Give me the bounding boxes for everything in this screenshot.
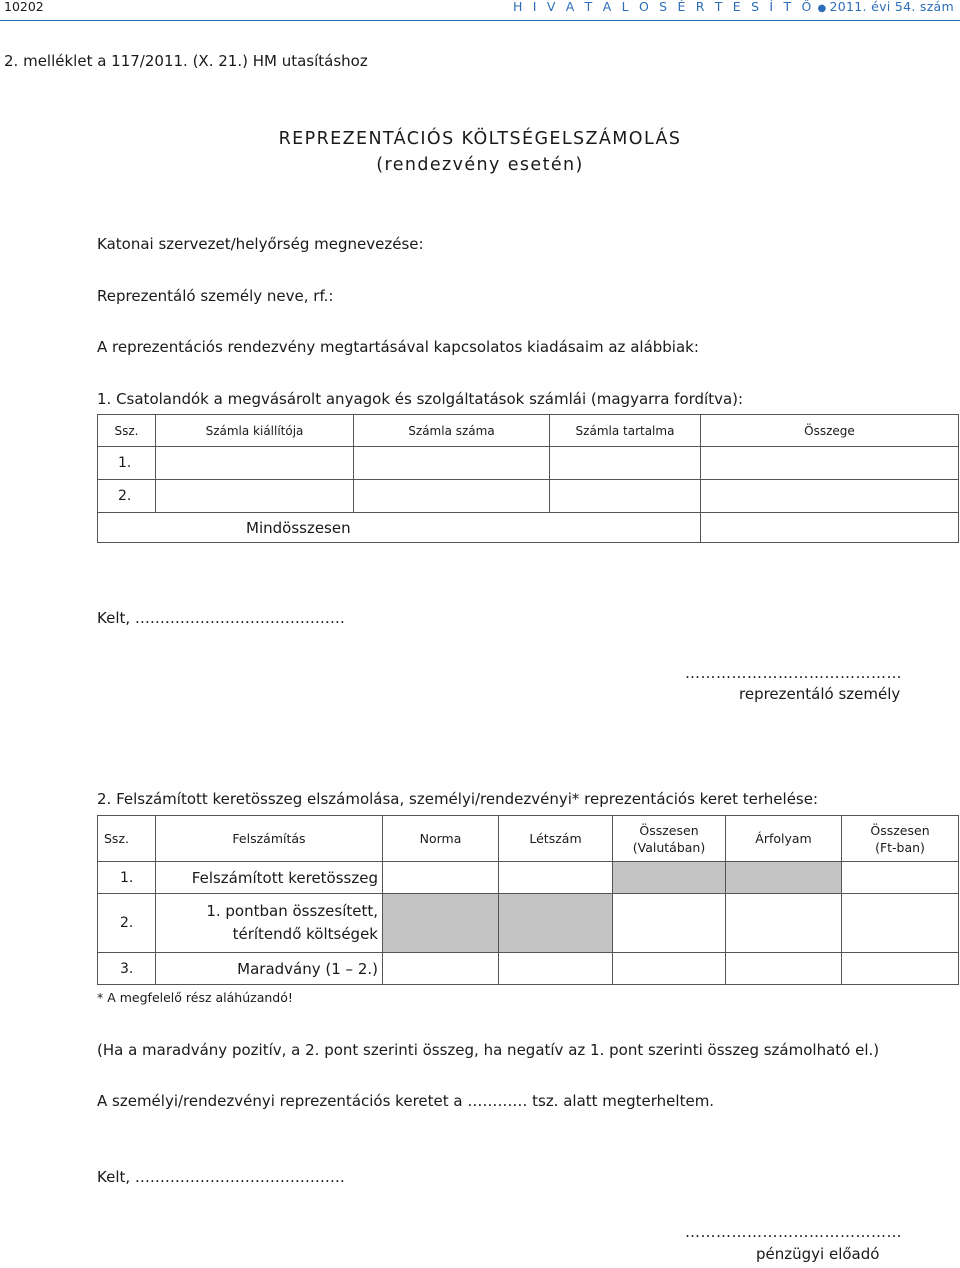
date-place-line: Kelt, …………………………………… — [97, 609, 345, 627]
headcount-cell[interactable] — [499, 953, 613, 985]
shaded-cell — [726, 862, 842, 894]
norm-cell[interactable] — [383, 862, 499, 894]
signature-label: pénzügyi előadó — [756, 1245, 880, 1263]
section1-heading: 1. Csatolandók a megvásárolt anyagok és szolgáltatások számlái (magyarra fordítva): — [97, 390, 744, 408]
charged-note: A személyi/rendezvényi reprezentációs keretet a ………… tsz. alatt megterheltem. — [97, 1092, 715, 1110]
table-row — [98, 862, 959, 894]
settlement-table — [97, 815, 959, 985]
document-subtitle: (rendezvény esetén) — [376, 155, 584, 175]
headcount-cell[interactable] — [499, 862, 613, 894]
publication-title: H I V A T A L O S É R T E S Í T Ő — [513, 0, 815, 14]
total-huf-cell[interactable] — [842, 862, 959, 894]
col-invoice-content: Számla tartalma — [550, 415, 701, 447]
col-total-huf-line2: (Ft-ban) — [875, 839, 925, 855]
col-charge: Felszámítás — [156, 816, 383, 862]
row-number: 2. — [98, 894, 156, 953]
remainder-note: (Ha a maradvány pozitív, a 2. pont szerinti összeg, ha negatív az 1. pont szerinti összeg számolható el.) — [97, 1041, 880, 1059]
col-headcount: Létszám — [499, 816, 613, 862]
col-norm: Norma — [383, 816, 499, 862]
row-number: 1. — [98, 862, 156, 894]
table-row — [98, 480, 959, 513]
col-amount: Összege — [701, 415, 959, 447]
total-currency-cell[interactable] — [613, 953, 726, 985]
table-row — [98, 953, 959, 985]
total-currency-cell[interactable] — [613, 894, 726, 953]
signature-line: …………………………………… — [685, 664, 902, 682]
signature-line: …………………………………… — [685, 1223, 902, 1241]
total-label: Mindösszesen — [98, 513, 701, 543]
col-ssz: Ssz. — [98, 415, 156, 447]
invoice-content-cell[interactable] — [550, 480, 701, 513]
row-label: Maradvány (1 – 2.) — [156, 953, 383, 985]
row-label-line1: 1. pontban összesített, — [206, 902, 378, 920]
total-huf-cell[interactable] — [842, 953, 959, 985]
document-title: REPREZENTÁCIÓS KÖLTSÉGELSZÁMOLÁS — [278, 129, 682, 149]
invoice-number-cell[interactable] — [354, 480, 550, 513]
row-number: 3. — [98, 953, 156, 985]
table-row — [98, 447, 959, 480]
col-total-huf-line1: Összesen — [870, 822, 930, 838]
bullet-icon: ● — [817, 3, 827, 14]
total-row — [98, 513, 959, 543]
organization-field: Katonai szervezet/helyőrség megnevezése: — [97, 235, 424, 253]
col-total-currency — [613, 816, 726, 862]
norm-cell[interactable] — [383, 953, 499, 985]
row-number: 1. — [98, 447, 156, 480]
section2-heading: 2. Felszámított keretösszeg elszámolása, személyi/rendezvényi* reprezentációs keret terhelése: — [97, 790, 819, 808]
amount-cell[interactable] — [701, 480, 959, 513]
col-total-currency-line1: Összesen — [639, 822, 699, 838]
col-total-currency-line2: (Valutában) — [632, 839, 706, 855]
date-place-line: Kelt, …………………………………… — [97, 1168, 345, 1186]
page-number: 10202 — [4, 0, 44, 14]
table-row — [98, 894, 959, 953]
total-amount-cell[interactable] — [701, 513, 959, 543]
publication-header — [513, 0, 954, 20]
issuer-cell[interactable] — [156, 480, 354, 513]
issuer-cell[interactable] — [156, 447, 354, 480]
header-rule — [0, 20, 960, 21]
col-issuer: Számla kiállítója — [156, 415, 354, 447]
invoice-table — [97, 414, 959, 543]
col-exchange-rate: Árfolyam — [726, 816, 842, 862]
total-huf-cell[interactable] — [842, 894, 959, 953]
row-label-line2: térítendő költségek — [232, 925, 378, 943]
shaded-cell — [613, 862, 726, 894]
annex-title: 2. melléklet a 117/2011. (X. 21.) HM utasításhoz — [4, 52, 368, 70]
row-number: 2. — [98, 480, 156, 513]
invoice-content-cell[interactable] — [550, 447, 701, 480]
shaded-cell — [383, 894, 499, 953]
footnote: * A megfelelő rész aláhúzandó! — [97, 990, 293, 1005]
shaded-cell — [499, 894, 613, 953]
row-label: Felszámított keretösszeg — [156, 862, 383, 894]
signature-label: reprezentáló személy — [739, 685, 901, 703]
exchange-rate-cell[interactable] — [726, 953, 842, 985]
invoice-number-cell[interactable] — [354, 447, 550, 480]
intro-text: A reprezentációs rendezvény megtartásával kapcsolatos kiadásaim az alábbiak: — [97, 338, 699, 356]
row-label — [156, 894, 383, 953]
person-field: Reprezentáló személy neve, rf.: — [97, 287, 334, 305]
col-ssz: Ssz. — [98, 816, 156, 862]
col-invoice-number: Számla száma — [354, 415, 550, 447]
col-total-huf — [842, 816, 959, 862]
exchange-rate-cell[interactable] — [726, 894, 842, 953]
amount-cell[interactable] — [701, 447, 959, 480]
issue-label: 2011. évi 54. szám — [829, 0, 954, 14]
